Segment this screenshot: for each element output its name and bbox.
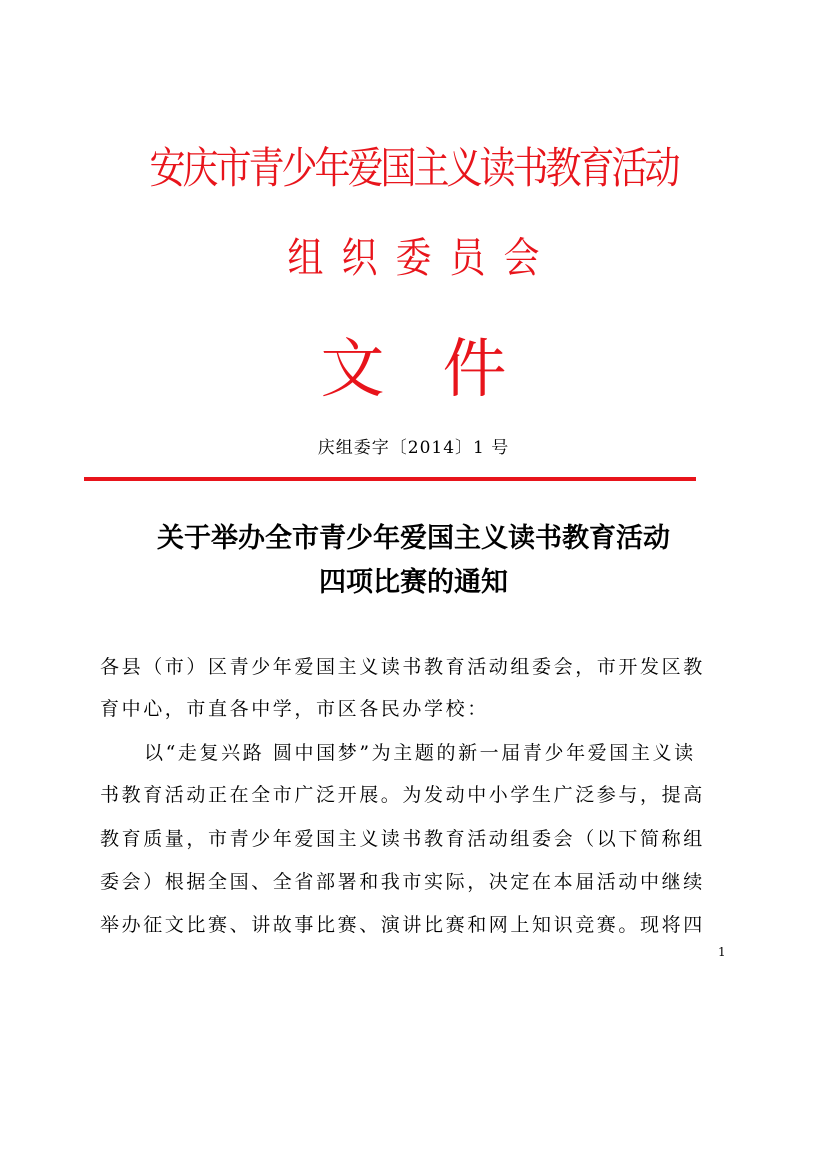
- page-number: 1: [718, 945, 726, 959]
- document-number: 庆组委字〔2014〕1 号: [317, 438, 510, 458]
- body-line: 以“走复兴路 圆中国梦”为主题的新一届青少年爱国主义读: [144, 742, 696, 764]
- issuing-organization-line2: 组织委员会: [287, 235, 558, 283]
- body-line: 举办征文比赛、讲故事比赛、演讲比赛和网上知识竞赛。现将四: [100, 914, 705, 936]
- document-type-heading: 文件: [320, 333, 565, 407]
- body-line: 委会）根据全国、全省部署和我市实际，决定在本届活动中继续: [100, 871, 705, 893]
- body-line: 书教育活动正在全市广泛开展。为发动中小学生广泛参与，提高: [100, 784, 705, 806]
- body-line: 教育质量，市青少年爱国主义读书教育活动组委会（以下简称组: [100, 828, 705, 850]
- document-title-line2: 四项比赛的通知: [319, 567, 508, 598]
- document-title-line1: 关于举办全市青少年爱国主义读书教育活动: [157, 523, 670, 554]
- red-header-divider: [84, 477, 696, 481]
- body-line: 各县（市）区青少年爱国主义读书教育活动组委会，市开发区教: [100, 656, 705, 678]
- issuing-organization-line1: 安庆市青少年爱国主义读书教育活动: [149, 144, 678, 194]
- body-line: 育中心，市直各中学，市区各民办学校：: [100, 698, 489, 720]
